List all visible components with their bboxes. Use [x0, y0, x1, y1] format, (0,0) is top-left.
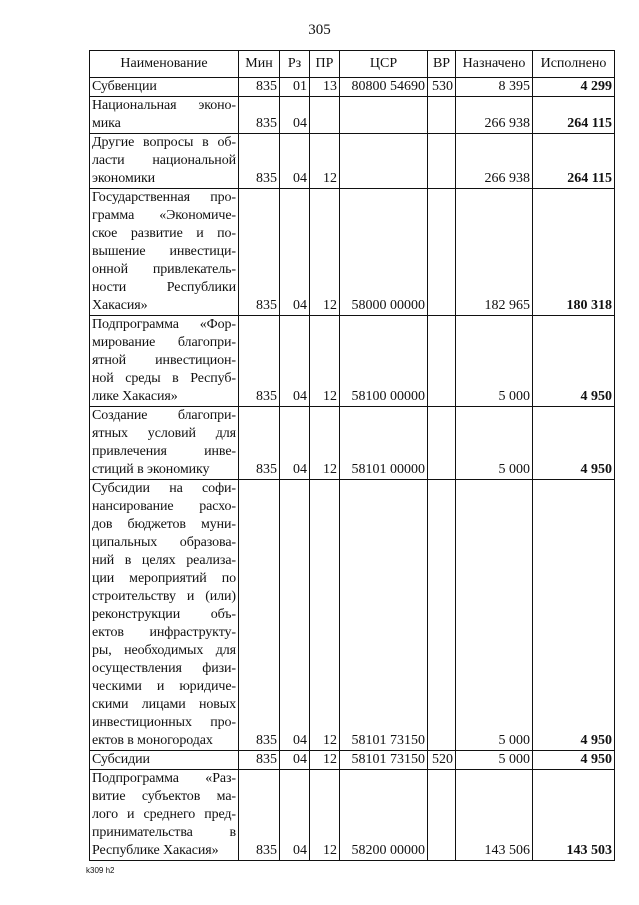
row-name-cell	[90, 134, 239, 189]
cell-pr: 12	[310, 480, 340, 751]
row-name-line: привлечения инве-	[92, 444, 236, 459]
cell-assigned: 266 938	[456, 97, 533, 134]
row-name-line: Подпрограмма «Раз-	[92, 771, 236, 786]
row-name-cell	[90, 316, 239, 407]
cell-executed: 143 503	[533, 770, 615, 861]
cell-min: 835	[239, 751, 280, 770]
cell-rz: 04	[280, 134, 310, 189]
cell-csr: 58100 00000	[340, 316, 428, 407]
row-name-line: ское развитие и по-	[92, 226, 236, 241]
cell-csr: 80800 54690	[340, 78, 428, 97]
cell-rz: 04	[280, 407, 310, 480]
cell-rz: 01	[280, 78, 310, 97]
row-name-cell	[90, 189, 239, 316]
cell-executed: 4 950	[533, 480, 615, 751]
cell-vr	[428, 189, 456, 316]
cell-assigned: 5 000	[456, 480, 533, 751]
column-header-csr: ЦСР	[340, 51, 428, 78]
row-name-line: ры, необходимых для	[92, 643, 236, 658]
cell-vr	[428, 480, 456, 751]
cell-assigned: 182 965	[456, 189, 533, 316]
row-name-line: Подпрограмма «Фор-	[92, 317, 236, 332]
row-name-line: ектов инфраструкту-	[92, 625, 236, 640]
row-name-line: Национальная эконо-	[92, 98, 236, 113]
column-header-name: Наименование	[90, 51, 239, 78]
row-name-line: ности Республики	[92, 280, 236, 295]
row-name-cell	[90, 78, 239, 97]
cell-executed: 4 950	[533, 316, 615, 407]
table-row	[90, 316, 615, 407]
cell-pr: 13	[310, 78, 340, 97]
table-row	[90, 407, 615, 480]
table-row	[90, 134, 615, 189]
cell-min: 835	[239, 78, 280, 97]
row-name-line: ласти национальной	[92, 153, 236, 168]
row-name-line: принимательства в	[92, 825, 236, 840]
cell-pr: 12	[310, 751, 340, 770]
cell-pr	[310, 97, 340, 134]
cell-vr	[428, 316, 456, 407]
cell-min: 835	[239, 770, 280, 861]
row-name-line: ний в целях реализа-	[92, 553, 236, 568]
cell-pr: 12	[310, 407, 340, 480]
table-row	[90, 751, 615, 770]
cell-pr: 12	[310, 316, 340, 407]
row-name-line: онной привлекатель-	[92, 262, 236, 277]
row-name-line: ции мероприятий по	[92, 571, 236, 586]
cell-min: 835	[239, 316, 280, 407]
cell-min: 835	[239, 97, 280, 134]
cell-csr	[340, 134, 428, 189]
footer-code: k309 h2	[86, 866, 115, 875]
cell-rz: 04	[280, 189, 310, 316]
table-row	[90, 480, 615, 751]
row-name-line: Хакасия»	[92, 298, 148, 313]
cell-csr: 58101 73150	[340, 751, 428, 770]
row-name-line: Субсидии на софи-	[92, 481, 236, 496]
cell-assigned: 143 506	[456, 770, 533, 861]
cell-vr: 520	[428, 751, 456, 770]
cell-pr: 12	[310, 134, 340, 189]
row-name-line: ципальных образова-	[92, 535, 236, 550]
column-header-executed: Исполнено	[533, 51, 615, 78]
cell-rz: 04	[280, 97, 310, 134]
row-name-line: Республике Хакасия»	[92, 843, 219, 858]
column-header-min: Мин	[239, 51, 280, 78]
table-row	[90, 189, 615, 316]
cell-vr	[428, 407, 456, 480]
cell-rz: 04	[280, 316, 310, 407]
cell-assigned: 5 000	[456, 751, 533, 770]
row-name-line: лого и среднего пред-	[92, 807, 236, 822]
cell-csr: 58000 00000	[340, 189, 428, 316]
table-body	[90, 78, 615, 861]
cell-assigned: 266 938	[456, 134, 533, 189]
table-row	[90, 78, 615, 97]
cell-executed: 180 318	[533, 189, 615, 316]
cell-pr: 12	[310, 189, 340, 316]
column-header-vr: ВР	[428, 51, 456, 78]
cell-min: 835	[239, 189, 280, 316]
row-name-cell	[90, 480, 239, 751]
row-name-line: Создание благопри-	[92, 408, 236, 423]
table-row	[90, 770, 615, 861]
cell-executed: 4 950	[533, 407, 615, 480]
cell-vr	[428, 134, 456, 189]
row-name-line: мика	[92, 116, 121, 131]
row-name-cell	[90, 751, 239, 770]
cell-min: 835	[239, 480, 280, 751]
row-name-line: стиций в экономику	[92, 462, 210, 477]
cell-pr: 12	[310, 770, 340, 861]
row-name-line: скими лицами новых	[92, 697, 236, 712]
table-header-row	[90, 51, 615, 78]
row-name-line: осуществления физи-	[92, 661, 236, 676]
cell-assigned: 5 000	[456, 407, 533, 480]
cell-rz: 04	[280, 480, 310, 751]
row-name-line: реконструкции объ-	[92, 607, 236, 622]
column-header-pr: ПР	[310, 51, 340, 78]
cell-assigned: 8 395	[456, 78, 533, 97]
row-name-line: ятных условий для	[92, 426, 236, 441]
cell-vr	[428, 97, 456, 134]
cell-min: 835	[239, 407, 280, 480]
cell-rz: 04	[280, 751, 310, 770]
row-name-line: экономики	[92, 171, 156, 186]
column-header-assigned: Назначено	[456, 51, 533, 78]
cell-executed: 264 115	[533, 134, 615, 189]
cell-min: 835	[239, 134, 280, 189]
row-name-cell	[90, 770, 239, 861]
cell-vr: 530	[428, 78, 456, 97]
row-name-line: строительству и (или)	[92, 589, 236, 604]
cell-vr	[428, 770, 456, 861]
row-name-line: мирование благопри-	[92, 335, 236, 350]
row-name-line: вышение инвестици-	[92, 244, 236, 259]
row-name-line: грамма «Экономиче-	[92, 208, 236, 223]
row-name-line: Государственная про-	[92, 190, 236, 205]
cell-csr: 58200 00000	[340, 770, 428, 861]
cell-executed: 4 950	[533, 751, 615, 770]
cell-csr	[340, 97, 428, 134]
cell-rz: 04	[280, 770, 310, 861]
page-number: 305	[308, 22, 331, 38]
row-name-line: ектов в моногородах	[92, 733, 213, 748]
row-name-cell	[90, 97, 239, 134]
cell-csr: 58101 73150	[340, 480, 428, 751]
cell-executed: 264 115	[533, 97, 615, 134]
row-name-line: дов бюджетов муни-	[92, 517, 236, 532]
cell-executed: 4 299	[533, 78, 615, 97]
row-name-line: Субсидии	[92, 752, 150, 767]
budget-table	[89, 50, 615, 861]
row-name-line: ятной инвестицион-	[92, 353, 236, 368]
column-header-rz: Рз	[280, 51, 310, 78]
table-row	[90, 97, 615, 134]
row-name-line: Субвенции	[92, 79, 157, 94]
row-name-line: витие субъектов ма-	[92, 789, 236, 804]
row-name-line: Другие вопросы в об-	[92, 135, 236, 150]
cell-csr: 58101 00000	[340, 407, 428, 480]
row-name-line: нансирование расхо-	[92, 499, 236, 514]
row-name-line: ческими и юридиче-	[92, 679, 236, 694]
row-name-cell	[90, 407, 239, 480]
row-name-line: лике Хакасия»	[92, 389, 178, 404]
row-name-line: ной среды в Респуб-	[92, 371, 236, 386]
row-name-line: инвестиционных про-	[92, 715, 236, 730]
cell-assigned: 5 000	[456, 316, 533, 407]
